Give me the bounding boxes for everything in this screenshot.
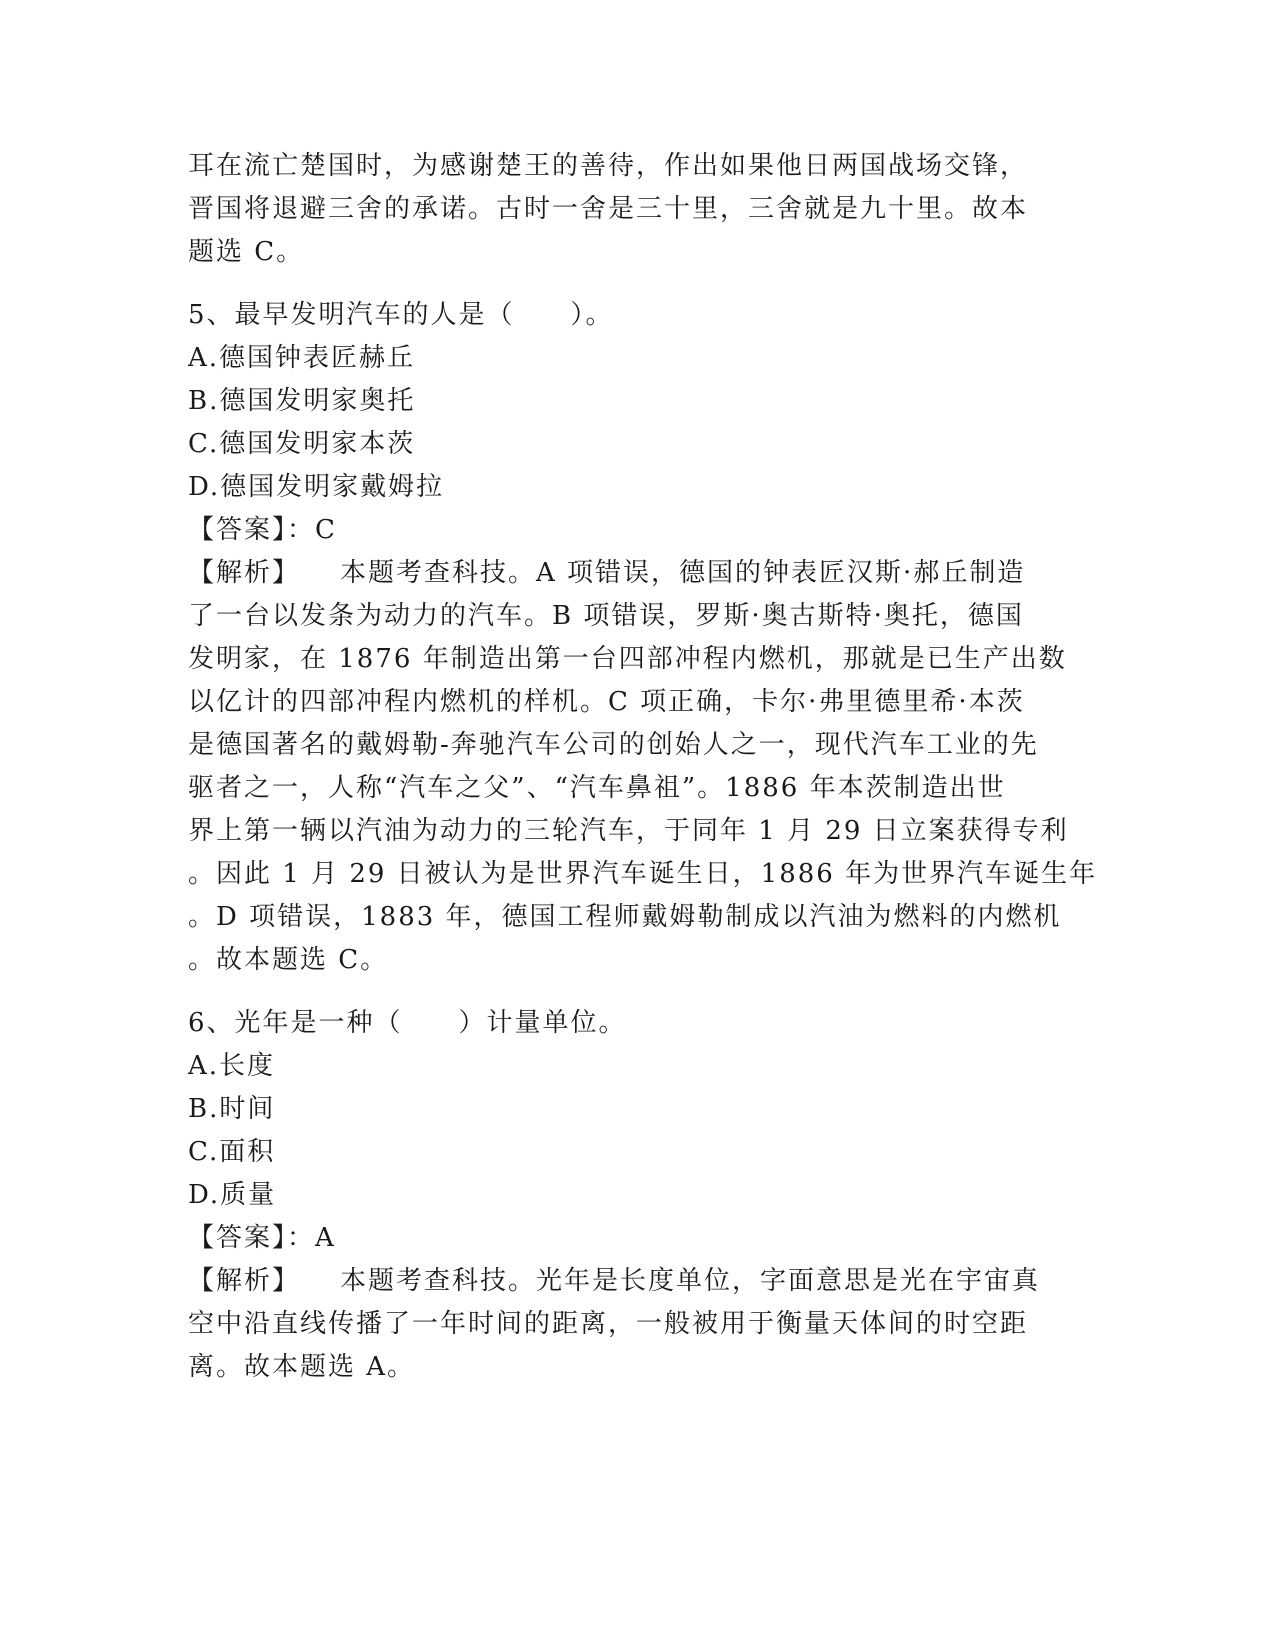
answer-label: 【答案】： [188,515,316,545]
option-d: D.质量 [188,1180,277,1210]
question-stem: 5、最早发明汽车的人是（ ）。 [188,300,614,330]
text-line: 题选 C。 [188,237,305,267]
answer-value: C [315,515,337,545]
analysis [188,1260,1078,1389]
text-line: 耳在流亡楚国时，为感谢楚王的善待，作出如果他日两国战场交锋， [188,151,1029,181]
option-b: B.德国发明家奥托 [188,386,416,416]
analysis-line: 【解析】 本题考查科技。光年是长度单位，字面意思是光在宇宙真 [188,1266,1041,1296]
analysis-line: 。故本题选 C。 [188,945,389,975]
analysis-line: 。因此 1 月 29 日被认为是世界汽车诞生日，1886 年为世界汽车诞生年 [188,859,1098,889]
option-d: D.德国发明家戴姆拉 [188,472,445,502]
answer-label: 【答案】： [188,1223,316,1253]
prev-explanation [188,145,1078,274]
answer-line [188,1217,1078,1260]
analysis [188,552,1098,982]
analysis-line: 驱者之一，人称“汽车之父”、“汽车鼻祖”。1886 年本茨制造出世 [188,773,1006,803]
question-5 [188,294,1098,982]
analysis-line: 离。故本题选 A。 [188,1352,416,1382]
analysis-line: 空中沿直线传播了一年时间的距离，一般被用于衡量天体间的时空距 [188,1309,1029,1339]
option-c: C.面积 [188,1137,276,1167]
question-6 [188,1002,1078,1389]
text-line: 晋国将退避三舍的承诺。古时一舍是三十里，三舍就是九十里。故本 [188,194,1029,224]
analysis-line: 了一台以发条为动力的汽车。B 项错误，罗斯·奥古斯特·奥托，德国 [188,601,1024,631]
option-c: C.德国发明家本茨 [188,429,416,459]
answer-value: A [315,1223,336,1253]
analysis-line: 。D 项错误，1883 年，德国工程师戴姆勒制成以汽油为燃料的内燃机 [188,902,1062,932]
analysis-line: 发明家，在 1876 年制造出第一台四部冲程内燃机，那就是已生产出数 [188,644,1067,674]
option-b: B.时间 [188,1094,276,1124]
analysis-label: 【解析】 [188,1266,301,1296]
analysis-line: 【解析】 本题考查科技。A 项错误，德国的钟表匠汉斯·郝丘制造 [188,558,1026,588]
analysis-line: 以亿计的四部冲程内燃机的样机。C 项正确，卡尔·弗里德里希·本茨 [188,687,1025,717]
analysis-label: 【解析】 [188,558,301,588]
option-a: A.德国钟表匠赫丘 [188,343,416,373]
option-a: A.长度 [188,1051,276,1081]
analysis-line: 界上第一辆以汽油为动力的三轮汽车，于同年 1 月 29 日立案获得专利 [188,816,1069,846]
analysis-line: 是德国著名的戴姆勒-奔驰汽车公司的创始人之一，现代汽车工业的先 [188,730,1039,760]
question-stem: 6、光年是一种（ ）计量单位。 [188,1008,627,1038]
answer-line [188,509,1078,552]
document-page [188,145,1098,1389]
